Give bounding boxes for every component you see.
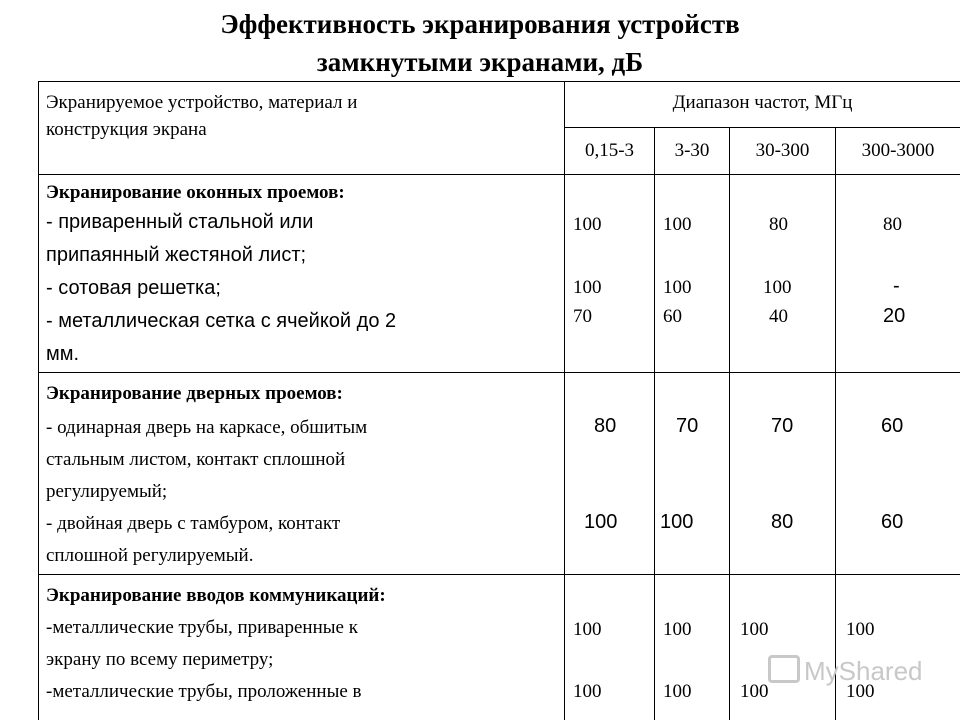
row-divider-1 (38, 174, 960, 175)
header-device-line-2: конструкция экрана (46, 119, 207, 140)
value-cell: 100 (663, 681, 692, 702)
section-doors-item: сплошной регулируемый. (46, 545, 254, 566)
value-cell: 80 (769, 214, 788, 235)
band-0-15-3: 0,15-3 (584, 140, 635, 161)
row-divider-2 (38, 372, 960, 373)
value-cell: 100 (740, 619, 769, 640)
value-cell: 100 (573, 619, 602, 640)
value-cell: 60 (881, 415, 904, 437)
value-cell: 100 (763, 277, 792, 298)
table-border-top (38, 81, 960, 82)
watermark-logo-icon (768, 655, 800, 683)
section-doors-item: - двойная дверь с тамбуром, контакт (46, 513, 341, 534)
header-divider (564, 127, 960, 128)
value-cell: 60 (881, 511, 904, 533)
value-cell: 100 (573, 214, 602, 235)
section-comms-item: -металлические трубы, приваренные к (46, 617, 358, 638)
section-comms-item: -металлические трубы, проложенные в (46, 681, 362, 702)
section-windows-item: - металлическая сетка с ячейкой до 2 (46, 310, 397, 332)
title-line-2: замкнутыми экранами, дБ (316, 47, 644, 77)
col-divider-2 (654, 127, 655, 720)
section-windows-item: - сотовая решетка; (46, 277, 221, 299)
value-cell: 100 (584, 511, 618, 533)
value-cell: 70 (771, 415, 794, 437)
section-doors-item: регулируемый; (46, 481, 168, 502)
value-cell: 80 (771, 511, 794, 533)
value-cell: 70 (573, 306, 592, 327)
title-line-1: Эффективность экранирования устройств (220, 9, 740, 39)
row-divider-3 (38, 574, 960, 575)
section-doors-item: - одинарная дверь на каркасе, обшитым (46, 417, 368, 438)
section-windows-heading: Экранирование оконных проемов: (46, 182, 345, 203)
section-doors-heading: Экранирование дверных проемов: (46, 383, 343, 404)
section-comms-item: экрану по всему периметру; (46, 649, 274, 670)
value-cell: 100 (740, 681, 769, 702)
header-freq-range: Диапазон частот, МГц (672, 92, 853, 113)
header-device-line-1: Экранируемое устройство, материал и (46, 92, 358, 113)
watermark-text: MyShared (804, 656, 923, 686)
section-windows-item: припаянный жестяной лист; (46, 244, 307, 266)
value-cell: 100 (663, 277, 692, 298)
section-doors-item: стальным листом, контакт сплошной (46, 449, 346, 470)
band-300-3000: 300-3000 (861, 140, 935, 161)
value-cell: 100 (573, 277, 602, 298)
band-3-30: 3-30 (674, 140, 710, 161)
section-windows-item: - приваренный стальной или (46, 211, 314, 233)
col-divider-4 (835, 127, 836, 720)
col-divider-3 (729, 127, 730, 720)
value-cell: 60 (663, 306, 682, 327)
section-windows-item: мм. (46, 343, 80, 365)
value-cell: 100 (663, 619, 692, 640)
value-cell: 70 (676, 415, 699, 437)
value-cell: 100 (660, 511, 694, 533)
value-cell: 80 (594, 415, 617, 437)
shielding-table (38, 81, 960, 720)
value-cell: 80 (883, 214, 902, 235)
value-cell: 100 (846, 619, 875, 640)
section-comms-heading: Экранирование вводов коммуникаций: (46, 585, 386, 606)
value-cell: 100 (846, 681, 875, 702)
value-cell: 40 (769, 306, 788, 327)
col-divider-main (564, 81, 565, 720)
band-30-300: 30-300 (755, 140, 810, 161)
value-cell: 100 (573, 681, 602, 702)
table-border-left (38, 81, 39, 720)
value-cell: - (893, 275, 900, 297)
watermark (768, 655, 923, 687)
value-cell: 100 (663, 214, 692, 235)
value-cell: 20 (883, 305, 906, 327)
